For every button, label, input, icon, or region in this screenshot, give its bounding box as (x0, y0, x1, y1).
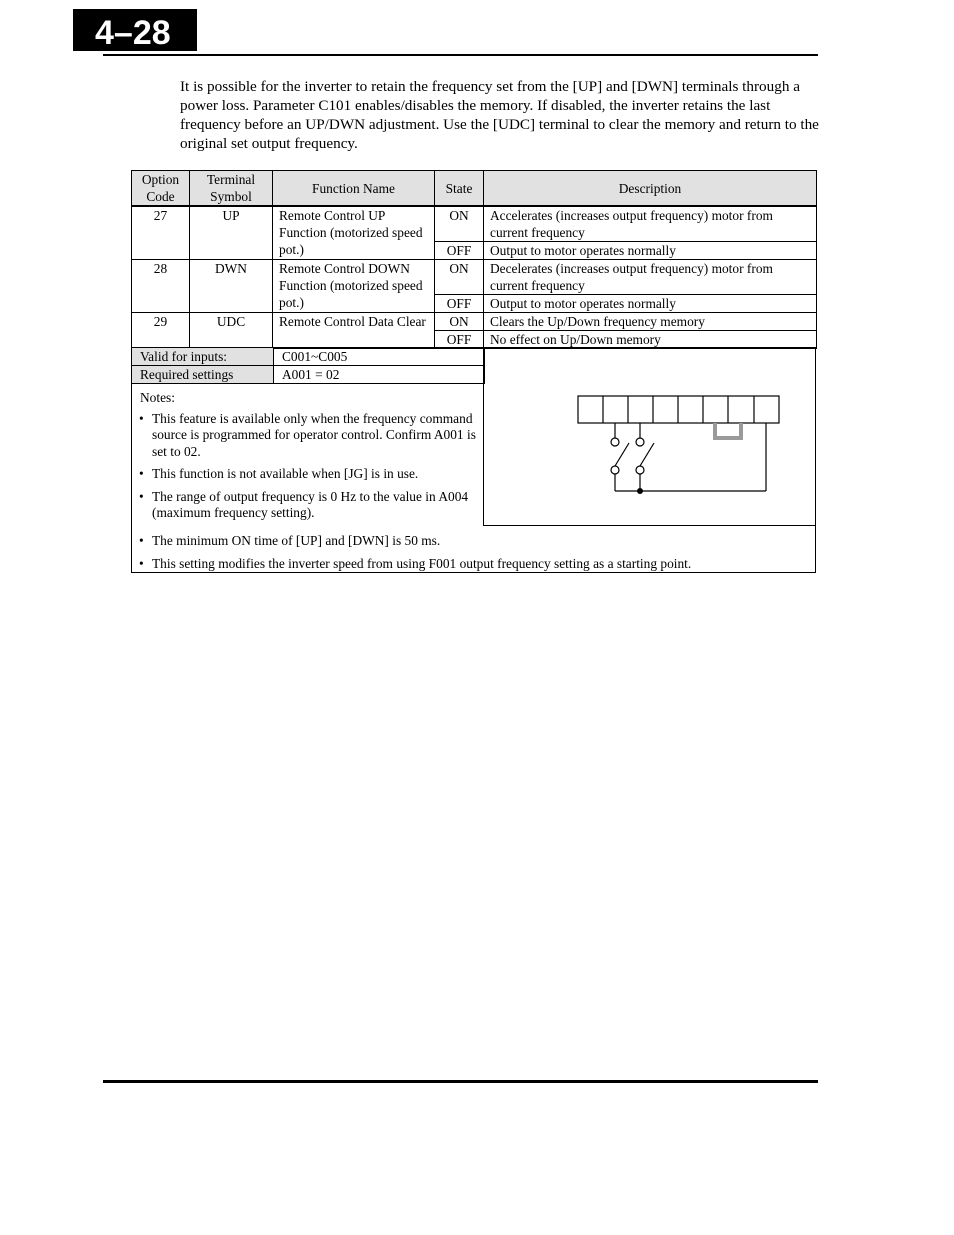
description-cell: No effect on Up/Down memory (484, 331, 817, 349)
function-table (131, 170, 817, 349)
table-row (132, 206, 817, 242)
jumper-bar (715, 423, 741, 438)
table-header-row (132, 171, 817, 207)
header-function-name: Function Name (273, 171, 435, 207)
state-cell: OFF (435, 331, 484, 349)
junction-dot (637, 488, 643, 494)
required-settings-row (132, 366, 485, 384)
terminal-wiring-diagram (484, 348, 815, 525)
intro-paragraph: It is possible for the inverter to retain the frequency set from the [UP] and [DWN] terminals through a power loss. Parameter C101 enables/disables the memory. If disabled, the inverter retains the last frequency before an UP/DWN adjustment. Use the [UDC] terminal to clear the memory and return to the original set output frequency. (180, 78, 819, 152)
function-name-cell: Remote Control UP Function (motorized speed pot.) (273, 206, 435, 260)
bullet-icon: • (139, 533, 144, 548)
terminal-symbol-cell: UDC (190, 313, 273, 349)
description-cell: Accelerates (increases output frequency) motor from current frequency (484, 206, 817, 242)
note-text: This setting modifies the inverter speed from using F001 output frequency setting as a starting point. (152, 556, 692, 571)
terminal-symbol-cell: DWN (190, 260, 273, 313)
description-cell: Decelerates (increases output frequency) motor from current frequency (484, 260, 817, 295)
bullet-icon: • (139, 410, 144, 426)
note-item (132, 489, 478, 522)
header-description: Description (484, 171, 817, 207)
note-item (132, 466, 478, 483)
terminal-symbol-cell: UP (190, 206, 273, 260)
state-cell: OFF (435, 242, 484, 260)
note-text: This feature is available only when the frequency command source is programmed for operator control. Confirm A001 is set to 02. (152, 410, 476, 459)
contact-terminal (611, 466, 619, 474)
valid-inputs-label: Valid for inputs: (132, 348, 274, 366)
header-option-code: Option Code (132, 171, 190, 207)
valid-inputs-row (132, 348, 485, 366)
option-code-cell: 29 (132, 313, 190, 349)
wide-notes-section (131, 525, 816, 573)
option-code-cell: 27 (132, 206, 190, 260)
contact-terminal (636, 466, 644, 474)
table-row (132, 260, 817, 295)
state-cell: ON (435, 260, 484, 295)
description-cell: Output to motor operates normally (484, 295, 817, 313)
wiring-diagram (483, 347, 816, 526)
contact-terminal (636, 438, 644, 446)
bullet-icon: • (139, 556, 144, 571)
header-rule (103, 54, 818, 56)
header-state: State (435, 171, 484, 207)
switch-blade (640, 443, 654, 466)
table-row (132, 313, 817, 331)
required-settings-value: A001 = 02 (274, 366, 485, 384)
function-name-cell: Remote Control DOWN Function (motorized speed pot.) (273, 260, 435, 313)
header-terminal-symbol: Terminal Symbol (190, 171, 273, 207)
required-settings-label: Required settings (132, 366, 274, 384)
description-cell: Output to motor operates normally (484, 242, 817, 260)
bullet-icon: • (139, 466, 144, 481)
state-cell: ON (435, 313, 484, 331)
note-item (132, 411, 478, 461)
switch-blade (615, 443, 629, 466)
notes-section (131, 382, 484, 525)
note-item (132, 532, 809, 549)
bullet-icon: • (139, 488, 144, 504)
option-code-cell: 28 (132, 260, 190, 313)
function-name-cell: Remote Control Data Clear (273, 313, 435, 349)
footer-rule (103, 1080, 818, 1083)
state-cell: ON (435, 206, 484, 242)
valid-inputs-value: C001~C005 (274, 348, 485, 366)
settings-table (131, 347, 485, 384)
contact-terminal (611, 438, 619, 446)
notes-heading: Notes: (140, 390, 175, 405)
page-number: 4–28 (73, 9, 197, 51)
description-cell: Clears the Up/Down frequency memory (484, 313, 817, 331)
note-text: The range of output frequency is 0 Hz to the value in A004 (maximum frequency setting). (152, 488, 469, 520)
note-text: This function is not available when [JG] is in use. (152, 466, 419, 481)
note-text: The minimum ON time of [UP] and [DWN] is 50 ms. (152, 533, 441, 548)
state-cell: OFF (435, 295, 484, 313)
note-item (132, 555, 809, 572)
